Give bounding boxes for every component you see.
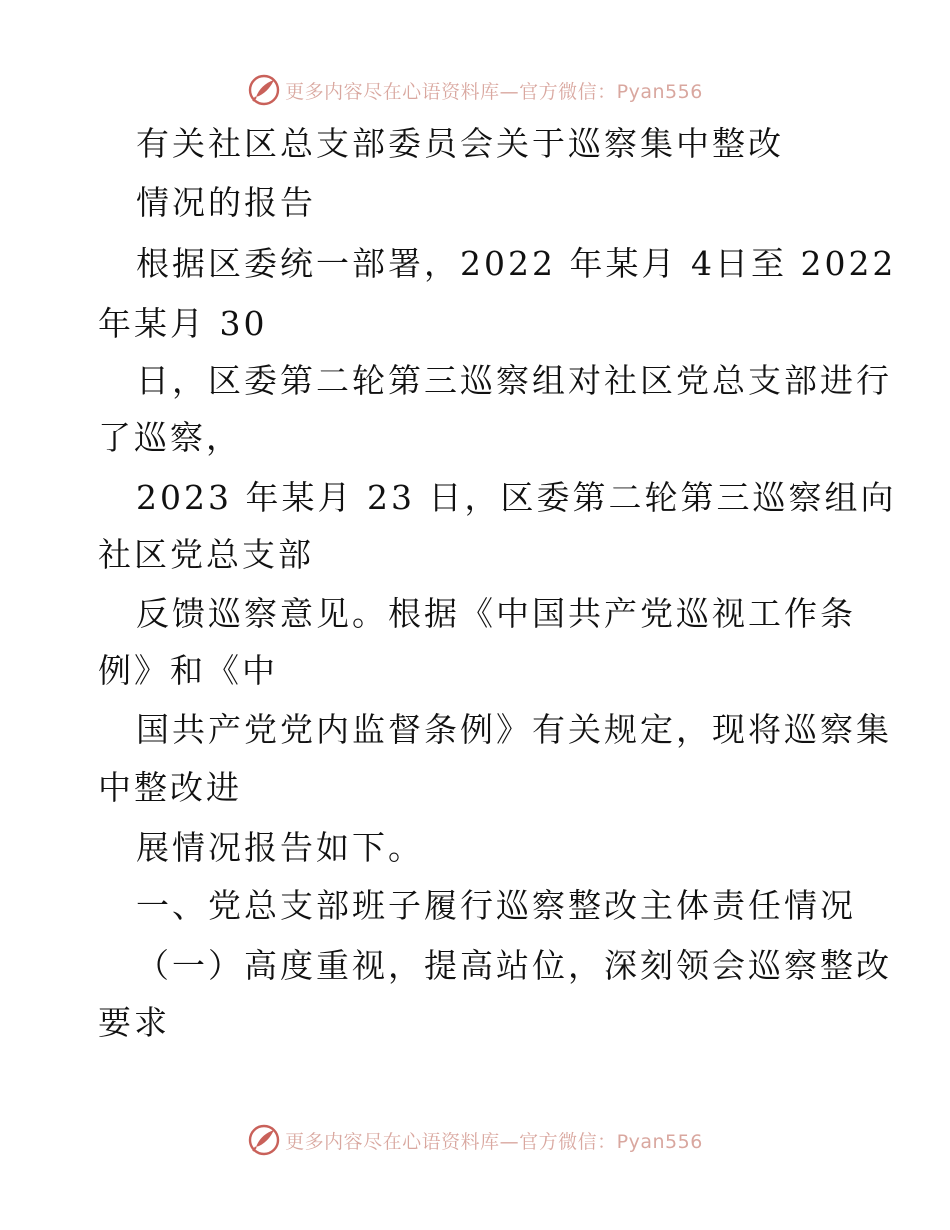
watermark-header	[0, 70, 950, 110]
subsection-heading: （一）高度重视，提高站位，深刻领会巡察整改	[136, 946, 892, 985]
subsection-heading-cont: 要求	[98, 1003, 170, 1042]
watermark-footer	[0, 1120, 950, 1160]
paragraph-line: 年某月 30	[98, 304, 268, 343]
document-title-line-1: 有关社区总支部委员会关于巡察集中整改	[136, 124, 784, 163]
watermark-text: 更多内容尽在心语资料库—官方微信：Pyan556	[285, 1130, 703, 1153]
paragraph-line: 日，区委第二轮第三巡察组对社区党总支部进行	[136, 361, 892, 400]
paragraph-line: 中整改进	[98, 768, 242, 807]
quill-pen-logo-icon	[247, 73, 281, 107]
paragraph-line: 根据区委统一部署，2022 年某月 4日至 2022	[136, 244, 897, 283]
watermark-text: 更多内容尽在心语资料库—官方微信：Pyan556	[285, 80, 703, 103]
section-heading: 一、党总支部班子履行巡察整改主体责任情况	[136, 886, 856, 925]
paragraph-line: 2023 年某月 23 日，区委第二轮第三巡察组向	[136, 478, 897, 517]
document-title-line-2: 情况的报告	[136, 183, 316, 222]
paragraph-line: 反馈巡察意见。根据《中国共产党巡视工作条	[136, 594, 856, 633]
paragraph-line: 国共产党党内监督条例》有关规定，现将巡察集	[136, 710, 892, 749]
paragraph-line: 社区党总支部	[98, 535, 314, 574]
quill-pen-logo-icon	[247, 1123, 281, 1157]
paragraph-line: 了巡察，	[98, 418, 242, 457]
paragraph-line: 展情况报告如下。	[136, 828, 424, 867]
paragraph-line: 例》和《中	[98, 651, 278, 690]
